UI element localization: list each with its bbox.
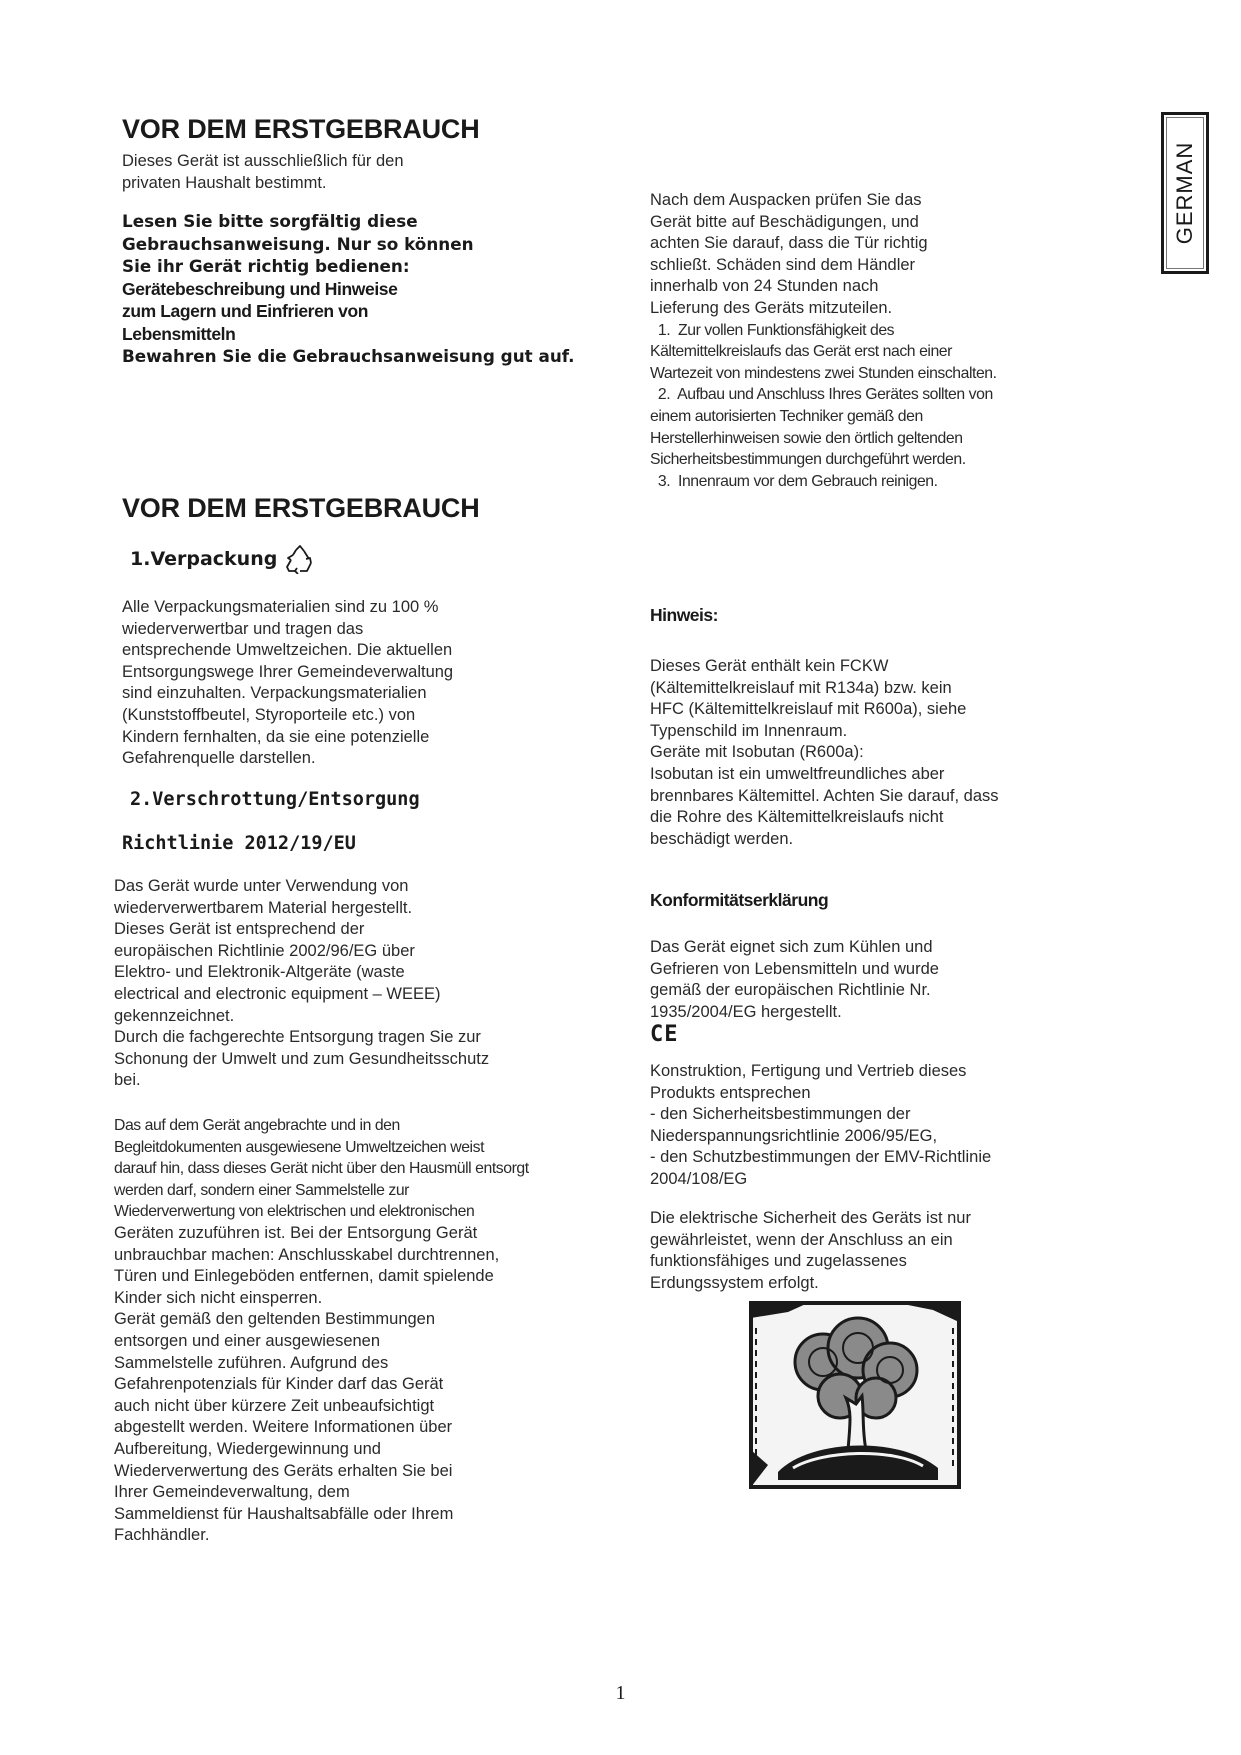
text-line: wiederverwertbar und tragen das xyxy=(122,619,364,638)
text-line: Gerät bitte auf Beschädigungen, und xyxy=(650,212,919,231)
text-line: Lieferung des Geräts mitzuteilen. xyxy=(650,298,893,317)
text-line: Nach dem Auspacken prüfen Sie das xyxy=(650,191,922,209)
conformity-title: Konformitätserklärung xyxy=(650,890,829,910)
text-line: Türen und Einlegeböden entfernen, damit spielende xyxy=(114,1267,494,1286)
text-line: Gefahrenpotenzials für Kinder darf das Gerät xyxy=(114,1375,444,1394)
disposal-title: 2.Verschrottung/Entsorgung xyxy=(130,789,420,810)
text-line: sind einzuhalten. Verpackungsmaterialien xyxy=(122,684,427,703)
text-line: Wartezeit von mindestens zwei Stunden einschalten. xyxy=(650,364,997,382)
text-line: Geräten zuzuführen ist. Bei der Entsorgung Gerät xyxy=(114,1223,478,1242)
text-line: gewährleistet, wenn der Anschluss an ein xyxy=(650,1230,953,1249)
text-line: Gefrieren von Lebensmitteln und wurde xyxy=(650,959,939,978)
directive-title: Richtlinie 2012/19/EU xyxy=(122,833,356,854)
text-line: Produkts entsprechen xyxy=(650,1083,811,1102)
note-title: Hinweis: xyxy=(650,605,718,625)
text-line: zum Lagern und Einfrieren von xyxy=(122,301,369,321)
text-line: werden darf, sondern einer Sammelstelle zur xyxy=(114,1181,409,1199)
text-line: Dieses Gerät ist entsprechend der xyxy=(114,920,365,939)
text-line: achten Sie darauf, dass die Tür richtig xyxy=(650,234,928,253)
text-line: beschädigt werden. xyxy=(650,829,794,848)
text-line: die Rohre des Kältemittelkreislaufs nicht xyxy=(650,808,944,827)
text-line: Ihrer Gemeindeverwaltung, dem xyxy=(114,1483,350,1502)
text-line: HFC (Kältemittelkreislauf mit R600a), siehe xyxy=(650,700,967,719)
text-line: Das auf dem Gerät angebrachte und in den xyxy=(114,1117,400,1134)
text-line: (Kältemittelkreislauf mit R134a) bzw. kein xyxy=(650,678,952,697)
page-number: 1 xyxy=(615,1682,626,1704)
text-line: Fachhändler. xyxy=(114,1526,210,1545)
text-line: 1. Zur vollen Funktionsfähigkeit des xyxy=(650,321,895,339)
language-tab-label: GERMAN xyxy=(1172,141,1197,245)
text-line: 3. Innenraum vor dem Gebrauch reinigen. xyxy=(650,472,938,490)
text-line: Niederspannungsrichtlinie 2006/95/EG, xyxy=(650,1126,938,1145)
text-line: (Kunststoffbeutel, Styroporteile etc.) von xyxy=(122,705,416,724)
text-line: electrical and electronic equipment – WEEE) xyxy=(114,984,441,1003)
text-line: gemäß der europäischen Richtlinie Nr. xyxy=(650,981,931,1000)
construction-text xyxy=(650,1061,991,1191)
recycle-icon xyxy=(285,544,315,574)
section-heading-1: VOR DEM ERSTGEBRAUCH xyxy=(122,114,480,144)
note-text xyxy=(650,656,999,850)
unpacking-text xyxy=(650,190,997,492)
disposal-text-2 xyxy=(114,1115,529,1547)
text-line: unbrauchbar machen: Anschlusskabel durchtrennen, xyxy=(114,1245,500,1264)
section-heading-2: VOR DEM ERSTGEBRAUCH xyxy=(122,493,480,523)
text-line: Kältemittelkreislaufs das Gerät erst nach einer xyxy=(650,343,952,361)
text-line: Gefahrenquelle darstellen. xyxy=(122,749,316,768)
text-line: Schonung der Umwelt und zum Gesundheitsschutz xyxy=(114,1049,490,1068)
text-line: Erdungssystem erfolgt. xyxy=(650,1273,819,1292)
text-line: Gerätebeschreibung und Hinweise xyxy=(122,278,398,299)
language-tab xyxy=(1161,112,1209,274)
packaging-heading xyxy=(130,544,315,574)
text-line: Konstruktion, Fertigung und Vertrieb dieses xyxy=(650,1062,967,1080)
text-line: gekennzeichnet. xyxy=(114,1006,235,1025)
instructions-bold xyxy=(122,210,575,368)
text-line: Das Gerät eignet sich zum Kühlen und xyxy=(650,938,933,956)
text-line: innerhalb von 24 Stunden nach xyxy=(650,277,879,296)
text-line: Die elektrische Sicherheit des Geräts ist nur xyxy=(650,1209,971,1227)
ce-mark: CE xyxy=(650,1022,679,1047)
text-line: Kindern fernhalten, da sie eine potenzielle xyxy=(122,727,430,746)
text-line: Sicherheitsbestimmungen durchgeführt werden. xyxy=(650,451,966,469)
text-line: Das Gerät wurde unter Verwendung von xyxy=(114,877,409,895)
text-line: Isobutan ist ein umweltfreundliches aber xyxy=(650,764,945,783)
text-line: funktionsfähiges und zugelassenes xyxy=(650,1252,907,1271)
packaging-text xyxy=(122,597,453,770)
text-line: wiederverwertbarem Material hergestellt. xyxy=(114,898,413,917)
text-line: 1935/2004/EG hergestellt. xyxy=(650,1002,842,1021)
text-line: Kinder sich nicht einsperren. xyxy=(114,1288,323,1307)
text-line: Herstellerhinweisen sowie den örtlich geltenden xyxy=(650,429,963,447)
text-line: privaten Haushalt bestimmt. xyxy=(122,173,327,192)
text-line: Durch die fachgerechte Entsorgung tragen Sie zur xyxy=(114,1028,481,1047)
text-line: Typenschild im Innenraum. xyxy=(650,721,848,740)
text-line: brennbares Kältemittel. Achten Sie darauf, dass xyxy=(650,786,999,805)
text-line: abgestellt werden. Weitere Informationen über xyxy=(114,1418,453,1437)
environment-tree-emblem xyxy=(748,1300,962,1490)
text-line: auch nicht über kürzere Zeit unbeaufsichtigt xyxy=(114,1396,435,1415)
text-line: Begleitdokumenten ausgewiesene Umweltzeichen weist xyxy=(114,1138,485,1156)
text-line: - den Sicherheitsbestimmungen der xyxy=(650,1105,911,1124)
text-line: schließt. Schäden sind dem Händler xyxy=(650,255,916,274)
text-line: Sammelstelle zuführen. Aufgrund des xyxy=(114,1353,389,1372)
intro-text xyxy=(122,151,404,194)
text-line: entsprechende Umweltzeichen. Die aktuellen xyxy=(122,641,453,660)
text-line: Elektro- und Elektronik-Altgeräte (waste xyxy=(114,963,405,982)
text-line: 2. Aufbau und Anschluss Ihres Gerätes sollten von xyxy=(650,386,993,404)
text-line: europäischen Richtlinie 2002/96/EG über xyxy=(114,941,415,960)
text-line: 2004/108/EG xyxy=(650,1169,748,1188)
text-line: Entsorgungswege Ihrer Gemeindeverwaltung xyxy=(122,662,454,681)
text-line: darauf hin, dass dieses Gerät nicht über den Hausmüll entsorgt xyxy=(114,1160,529,1178)
text-line: Lebensmitteln xyxy=(122,323,236,344)
text-line: - den Schutzbestimmungen der EMV-Richtlinie xyxy=(650,1148,992,1167)
conformity-text xyxy=(650,937,939,1023)
text-line: Lesen Sie bitte sorgfältig diese xyxy=(122,211,418,231)
text-line: Alle Verpackungsmaterialien sind zu 100 % xyxy=(122,598,439,616)
text-line: Sammeldienst für Haushaltsabfälle oder Ihrem xyxy=(114,1504,454,1523)
text-line: Sie ihr Gerät richtig bedienen: xyxy=(122,256,410,276)
text-line: bei. xyxy=(114,1071,141,1090)
text-line: entsorgen und einer ausgewiesenen xyxy=(114,1331,381,1350)
text-line: Geräte mit Isobutan (R600a): xyxy=(650,743,864,762)
text-line: Bewahren Sie die Gebrauchsanweisung gut auf. xyxy=(122,346,575,366)
text-line: Dieses Gerät enthält kein FCKW xyxy=(650,657,889,675)
packaging-title: 1.Verpackung xyxy=(130,548,278,570)
text-line: Aufbereitung, Wiedergewinnung und xyxy=(114,1439,381,1458)
text-line: Gebrauchsanweisung. Nur so können xyxy=(122,233,474,254)
text-line: Wiederverwertung des Geräts erhalten Sie bei xyxy=(114,1461,453,1480)
safety-text xyxy=(650,1208,971,1294)
disposal-text xyxy=(114,876,489,1092)
text-line: Dieses Gerät ist ausschließlich für den xyxy=(122,152,404,170)
text-line: Wiederverwertung von elektrischen und elektronischen xyxy=(114,1203,475,1221)
text-line: Gerät gemäß den geltenden Bestimmungen xyxy=(114,1310,436,1329)
text-line: einem autorisierten Techniker gemäß den xyxy=(650,407,923,425)
